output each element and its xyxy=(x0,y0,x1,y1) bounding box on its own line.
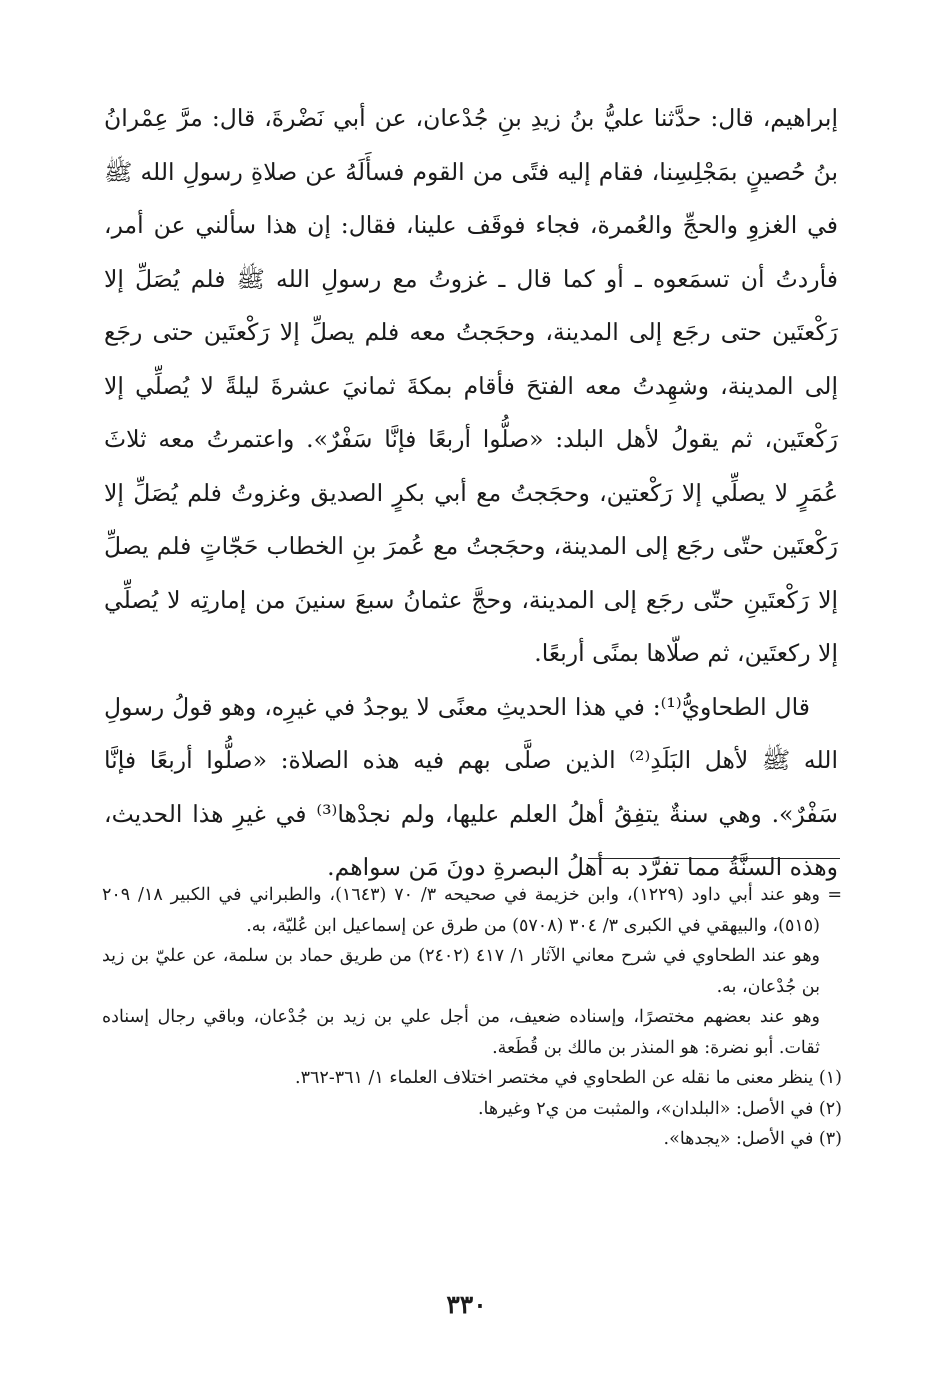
footnote-1: (١) ينظر معنى ما نقله عن الطحاوي في مختصر اختلاف العلماء ١/ ٣٦١-٣٦٢. xyxy=(295,1068,842,1088)
main-text xyxy=(104,92,838,895)
main-paragraph-1: إبراهيم، قال: حدَّثنا عليُّ بنُ زيدِ بنِ جُدْعان، عن أبي نَضْرةَ، قال: مرَّ عِمْرانُ بنُ حُصينٍ بمَجْلِسِنا، فقام إليه فتًى من القوم فسأَلَهُ عن صلاةِ رسولِ الله ﷺ في الغزوِ والحجِّ والعُمرة، فجاء فوقَف علينا، فقال: إن هذا سألني عن أمر، فأردتُ أن تسمَعوه ـ أو كما قال ـ غزوتُ مع رسولِ الله ﷺ فلم يُصَلِّ إلا رَكْعتَين حتى رجَع إلى المدينة، وحجَجتُ معه فلم يصلِّ إلا رَكْعتَين حتى رجَع إلى المدينة، وشهِدتُ معه الفتحَ فأقام بمكةَ ثمانيَ عشرةَ ليلةً لا يُصلِّي إلا رَكْعتَين، ثم يقولُ لأهل البلد: «صلُّوا أربعًا فإنَّا سَفْرٌ». واعتمرتُ معه ثلاثَ عُمَرٍ لا يصلِّي إلا رَكْعتين، وحجَجتُ مع أبي بكرٍ الصديق وغزوتُ فلم يُصَلِّ إلا رَكْعتَين حتّى رجَع إلى المدينة، وحجَجتُ مع عُمرَ بنِ الخطاب حَجّاتٍ فلم يصلِّ إلا رَكْعتَينِ حتّى رجَع إلى المدينة، وحجَّ عثمانُ سبعَ سنينَ من إمارتِه لا يُصلِّي إلا ركعتَين، ثم صلّاها بمنًى أربعًا. xyxy=(104,104,838,667)
footnotes xyxy=(102,880,842,1155)
main-paragraph-2: قال الطحاويُّ⁽¹⁾: في هذا الحديثِ معنًى لا يوجدُ في غيرِه، وهو قولُ رسولِ الله ﷺ لأهل البَلَدِ⁽²⁾ الذين صلَّى بهم فيه هذه الصلاة: «صلُّوا أربعًا فإنَّا سَفْرٌ». وهي سنةٌ يتفِقُ أهلُ العلم عليها، ولم نجدْها⁽³⁾ في غيرِ هذا الحديث، وهذه السنَّةُ مما تفرَّد به أهلُ البصرةِ دونَ مَن سواهم. xyxy=(104,692,838,881)
continuation-marker: = xyxy=(827,885,842,905)
footnote-continuation-text-1: وهو عند أبي داود (١٢٢٩)، وابن خزيمة في صحيحه ٣/ ٧٠ (١٦٤٣)، والطبراني في الكبير ١٨/ ٢٠٩ (٥١٥)، والبيهقي في الكبرى ٣/ ٣٠٤ (٥٧٠٨) من طرق عن إسماعيل ابن عُليّة، به. xyxy=(102,885,820,936)
footnote-2: (٢) في الأصل: «البلدان»، والمثبت من ي٢ وغيرها. xyxy=(477,1098,842,1119)
footnote-continuation-3: وهو عند بعضهم مختصرًا، وإسناده ضعيف، من أجل علي بن زيد بن جُدْعان، وباقي رجال إسناده ثقات. أبو نضرة: هو المنذر بن مالك بن قُطَعة. xyxy=(102,1007,820,1058)
footnote-continuation-1 xyxy=(102,880,842,941)
footnote-continuation-2: وهو عند الطحاوي في شرح معاني الآثار ١/ ٤١٧ (٢٤٠٢) من طريق حماد بن سلمة، عن عليّ بن زيد بن جُدْعان، به. xyxy=(102,946,821,997)
page-number: ٣٣٠ xyxy=(446,1290,487,1319)
footnote-divider xyxy=(588,858,840,859)
footnote-3: (٣) في الأصل: «يجدها». xyxy=(663,1129,842,1149)
